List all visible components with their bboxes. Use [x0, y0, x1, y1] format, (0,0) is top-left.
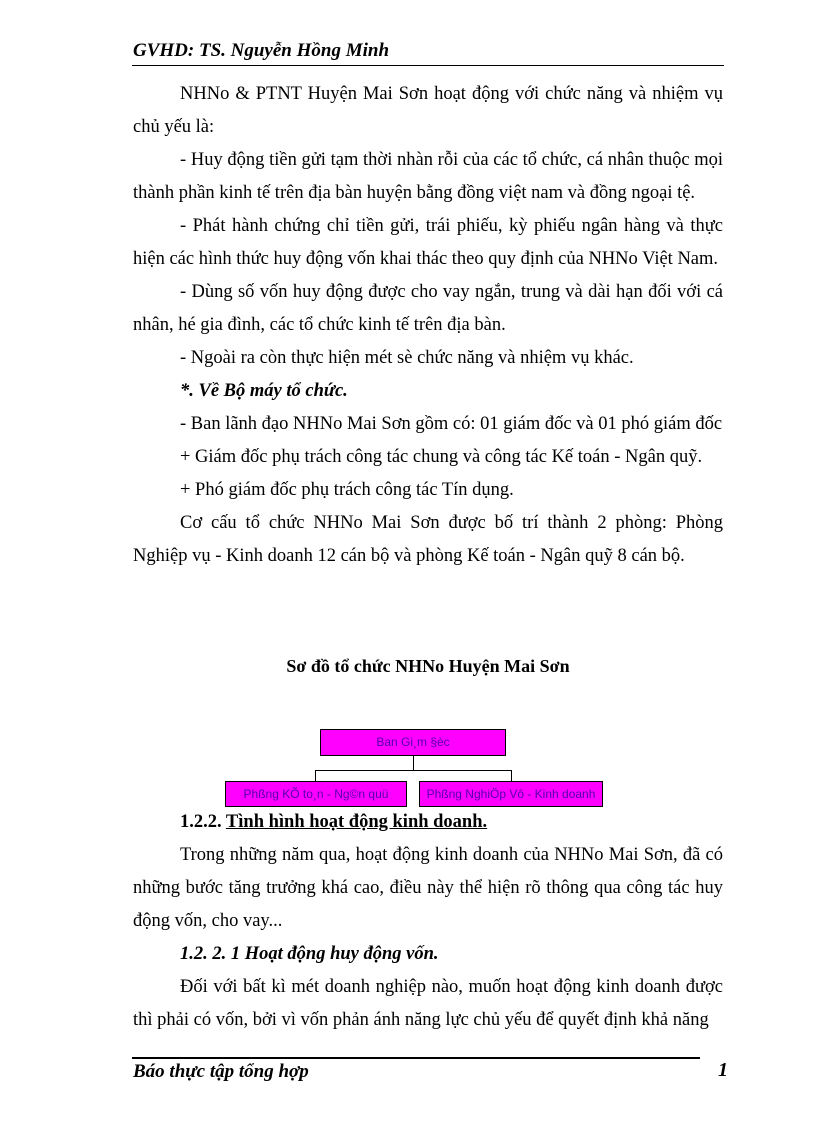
section-heading-122 — [133, 806, 723, 839]
org-connector-horizontal — [315, 770, 511, 771]
page-number: 1 — [718, 1059, 728, 1081]
paragraph-deputy: + Phó giám đốc phụ trách công tác Tín dụng. — [180, 480, 514, 500]
section-heading-1221: 1.2. 2. 1 Hoạt động huy động vốn. — [180, 944, 439, 964]
org-connector-vertical — [413, 756, 414, 770]
paragraph-structure: Cơ cấu tổ chức NHNo Mai Sơn được bố trí thành 2 phòng: Phòng Nghiệp vụ - Kinh doanh 12 cán bộ và phòng Kế toán - Ngân quỹ 8 cán bộ. — [133, 513, 723, 566]
paragraph-issuance: - Phát hành chứng chỉ tiền gửi, trái phiếu, kỳ phiếu ngân hàng và thực hiện các hình thức huy động vốn khai thác theo quy định của NHNo Việt Nam. — [133, 216, 723, 269]
paragraph-business: Trong những năm qua, hoạt động kinh doanh của NHNo Mai Sơn, đã có những bước tăng trưởng khá cao, điều này thể hiện rõ thông qua công tác huy động vốn, cho vay... — [133, 845, 723, 931]
org-box-business: Phßng NghiÖp Vô - Kinh doanh — [419, 781, 603, 807]
lower-text — [133, 806, 723, 1037]
section-number-122: 1.2.2. — [180, 812, 226, 832]
org-chart-title: Sơ đồ tổ chức NHNo Huyện Mai Sơn — [286, 656, 570, 676]
paragraph-functions: NHNo & PTNT Huyện Mai Sơn hoạt động với chức năng và nhiệm vụ chủ yếu là: — [133, 84, 723, 137]
paragraph-deposit: - Huy động tiền gửi tạm thời nhàn rỗi của các tổ chức, cá nhân thuộc mọi thành phần kinh tế trên địa bàn huyện bằng đồng việt nam và đồng ngoại tệ. — [133, 150, 723, 203]
paragraph-lending: - Dùng số vốn huy động được cho vay ngắn, trung và dài hạn đối với cá nhân, hé gia đình, các tổ chức kinh tế trên địa bàn. — [133, 282, 723, 335]
org-connector-right — [511, 770, 512, 781]
header-rule — [132, 65, 724, 66]
section-title-122: Tình hình hoạt động kinh doanh. — [225, 812, 488, 832]
paragraph-org-heading: *. Về Bộ máy tổ chức. — [180, 381, 348, 401]
paragraph-capital: Đối với bất kì mét doanh nghiệp nào, muốn hoạt động kinh doanh được thì phải có vốn, bởi vì vốn phản ánh năng lực chủ yếu để quyết định khả năng — [133, 977, 723, 1030]
paragraph-director: + Giám đốc phụ trách công tác chung và công tác Kế toán - Ngân quỹ. — [180, 447, 703, 467]
paragraph-other: - Ngoài ra còn thực hiện mét sè chức năng và nhiệm vụ khác. — [180, 348, 634, 368]
org-box-board-of-directors: Ban Gi¸m §èc — [320, 729, 506, 756]
page-header-title: GVHD: TS. Nguyễn Hồng Minh — [133, 40, 390, 61]
org-connector-left — [315, 770, 316, 781]
paragraph-leadership: - Ban lãnh đạo NHNo Mai Sơn gồm có: 01 giám đốc và 01 phó giám đốc — [180, 414, 723, 434]
footer-title: Báo thực tập tổng hợp — [133, 1061, 309, 1082]
body-text — [133, 78, 723, 573]
footer-rule — [132, 1057, 700, 1059]
org-box-accounting: Phßng KÕ to¸n - Ng©n quü — [225, 781, 407, 807]
